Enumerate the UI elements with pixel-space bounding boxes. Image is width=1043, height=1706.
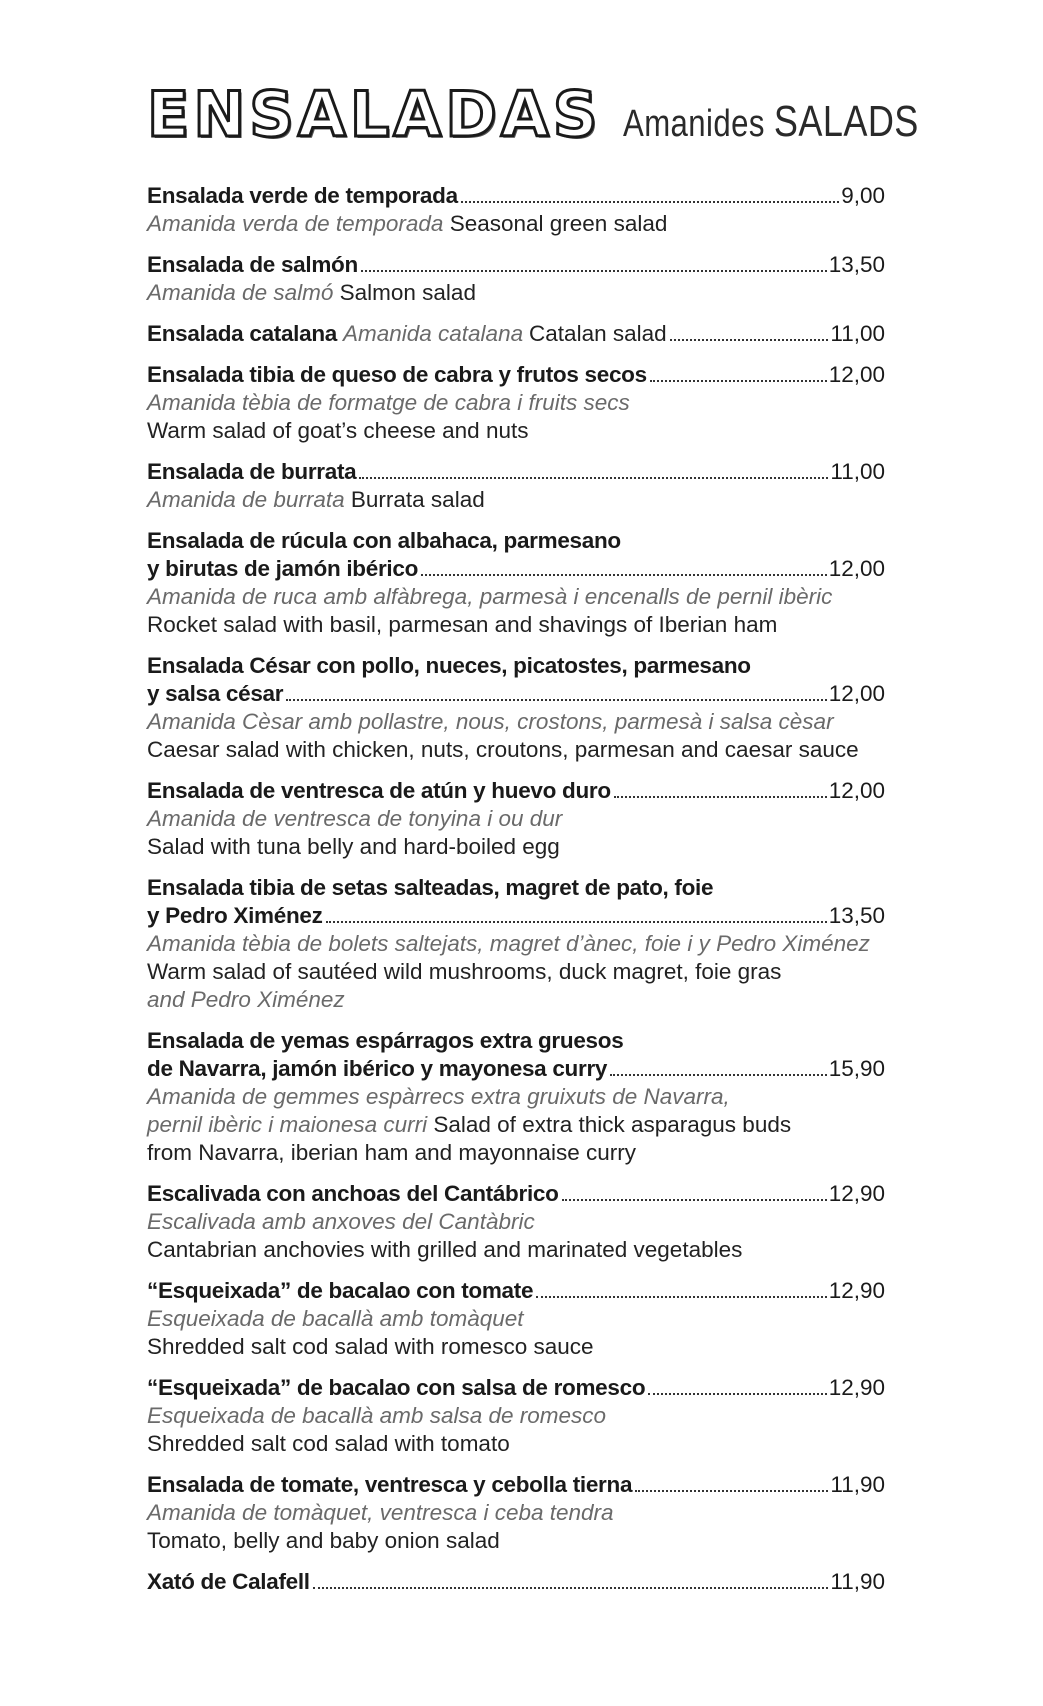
item-english: Caesar salad with chicken, nuts, croutons, parmesan and caesar sauce [147, 737, 859, 762]
item-english: Tomato, belly and baby onion salad [147, 1528, 500, 1553]
item-name-line2: de Navarra, jamón ibérico y mayonesa curry [147, 1056, 608, 1081]
menu-item [147, 1568, 885, 1596]
subtitle-english: SALADS [774, 97, 920, 146]
subtitle-catalan: Amanides [623, 103, 766, 145]
item-name: “Esqueixada” de bacalao con salsa de romesco [147, 1375, 646, 1400]
item-name-line2: y Pedro Ximénez [147, 903, 323, 928]
leader-dots [610, 1073, 827, 1076]
leader-dots [536, 1295, 827, 1298]
item-price: 13,50 [828, 252, 885, 277]
leader-dots [461, 200, 839, 203]
leader-dots [286, 698, 826, 701]
menu-item [147, 527, 885, 639]
menu-item [147, 361, 885, 445]
leader-dots [421, 573, 827, 576]
item-catalan: Amanida de tomàquet, ventresca i ceba tendra [147, 1500, 614, 1525]
item-name: “Esqueixada” de bacalao con tomate [147, 1278, 534, 1303]
item-catalan: Escalivada amb anxoves del Cantàbric [147, 1209, 535, 1234]
item-catalan: Amanida Cèsar amb pollastre, nous, crostons, parmesà i salsa cèsar [147, 709, 834, 734]
item-price: 11,90 [830, 1472, 885, 1497]
leader-dots [562, 1198, 827, 1201]
menu-header [147, 78, 920, 158]
item-catalan: Esqueixada de bacallà amb tomàquet [147, 1306, 524, 1331]
menu-page [147, 78, 920, 1609]
item-price: 13,50 [828, 903, 885, 928]
item-english-tail: and Pedro Ximénez [147, 987, 345, 1012]
item-catalan: Amanida catalana [342, 321, 524, 346]
item-name: Escalivada con anchoas del Cantábrico [147, 1181, 559, 1206]
item-price: 15,90 [828, 1056, 885, 1081]
item-catalan: Amanida tèbia de bolets saltejats, magret d’ànec, foie i y Pedro Ximénez [147, 931, 870, 956]
item-english: Rocket salad with basil, parmesan and shavings of Iberian ham [147, 612, 778, 637]
leader-dots [614, 795, 827, 798]
item-english: Warm salad of sautéed wild mushrooms, duck magret, foie gras [147, 959, 782, 984]
item-name: Ensalada de ventresca de atún y huevo duro [147, 778, 611, 803]
item-price: 12,00 [828, 778, 885, 803]
menu-items [147, 182, 885, 1596]
item-english: Salmon salad [339, 280, 476, 305]
menu-item [147, 458, 885, 514]
item-english-line1: Salad of extra thick asparagus buds [433, 1112, 792, 1137]
item-name: Ensalada de salmón [147, 252, 358, 277]
section-subtitle [623, 97, 919, 147]
item-english: Warm salad of goat’s cheese and nuts [147, 418, 529, 443]
item-name-line1: Ensalada César con pollo, nueces, picatostes, parmesano [147, 653, 751, 678]
section-title: ENSALADAS [147, 78, 602, 151]
menu-item [147, 251, 885, 307]
leader-dots [650, 379, 827, 382]
item-name-group [147, 320, 667, 348]
item-price: 11,00 [830, 459, 885, 484]
menu-item [147, 874, 885, 1014]
item-name-line1: Ensalada de rúcula con albahaca, parmesano [147, 528, 621, 553]
item-name: Ensalada verde de temporada [147, 183, 458, 208]
item-catalan: Amanida de salmó [147, 280, 334, 305]
item-price: 12,90 [828, 1278, 885, 1303]
menu-item [147, 1027, 885, 1167]
item-catalan-line2: pernil ibèric i maionesa curri [147, 1112, 428, 1137]
item-catalan-line1: Amanida de gemmes espàrrecs extra gruixuts de Navarra, [147, 1084, 730, 1109]
item-name-line1: Ensalada tibia de setas salteadas, magret de pato, foie [147, 875, 714, 900]
leader-dots [359, 476, 828, 479]
item-catalan: Esqueixada de bacallà amb salsa de romesco [147, 1403, 607, 1428]
item-name-line2: y birutas de jamón ibérico [147, 556, 419, 581]
menu-item [147, 652, 885, 764]
item-catalan: Amanida tèbia de formatge de cabra i fruits secs [147, 390, 630, 415]
item-english: Burrata salad [350, 487, 485, 512]
leader-dots [648, 1392, 826, 1395]
leader-dots [313, 1586, 829, 1589]
item-price: 12,90 [828, 1181, 885, 1206]
menu-item [147, 777, 885, 861]
item-price: 12,90 [828, 1375, 885, 1400]
item-english: Salad with tuna belly and hard-boiled egg [147, 834, 560, 859]
item-english: Seasonal green salad [449, 211, 668, 236]
item-catalan: Amanida de ruca amb alfàbrega, parmesà i encenalls de pernil ibèric [147, 584, 833, 609]
menu-item [147, 1277, 885, 1361]
item-name-line1: Ensalada de yemas espárragos extra gruesos [147, 1028, 624, 1053]
menu-item [147, 1471, 885, 1555]
item-price: 11,90 [830, 1569, 885, 1594]
leader-dots [635, 1489, 828, 1492]
menu-item [147, 182, 885, 238]
item-price: 11,00 [830, 321, 885, 346]
item-catalan: Amanida verda de temporada [147, 211, 444, 236]
item-english: Shredded salt cod salad with romesco sauce [147, 1334, 594, 1359]
item-english: Cantabrian anchovies with grilled and marinated vegetables [147, 1237, 743, 1262]
menu-item [147, 1374, 885, 1458]
item-price: 12,00 [828, 681, 885, 706]
item-price: 12,00 [828, 556, 885, 581]
leader-dots [326, 920, 827, 923]
leader-dots [361, 269, 827, 272]
item-price: 12,00 [828, 362, 885, 387]
item-english-line2: from Navarra, iberian ham and mayonnaise curry [147, 1140, 636, 1165]
menu-item [147, 320, 885, 348]
item-name-line2: y salsa césar [147, 681, 284, 706]
menu-item [147, 1180, 885, 1264]
item-name: Ensalada tibia de queso de cabra y frutos secos [147, 362, 647, 387]
item-name: Ensalada de tomate, ventresca y cebolla tierna [147, 1472, 633, 1497]
item-name: Ensalada catalana [147, 321, 338, 346]
item-name: Ensalada de burrata [147, 459, 357, 484]
item-price: 9,00 [841, 183, 885, 208]
leader-dots [670, 338, 829, 341]
item-catalan: Amanida de ventresca de tonyina i ou dur [147, 806, 563, 831]
item-catalan: Amanida de burrata [147, 487, 345, 512]
item-english: Catalan salad [529, 321, 667, 346]
item-english: Shredded salt cod salad with tomato [147, 1431, 510, 1456]
item-name: Xató de Calafell [147, 1569, 310, 1594]
